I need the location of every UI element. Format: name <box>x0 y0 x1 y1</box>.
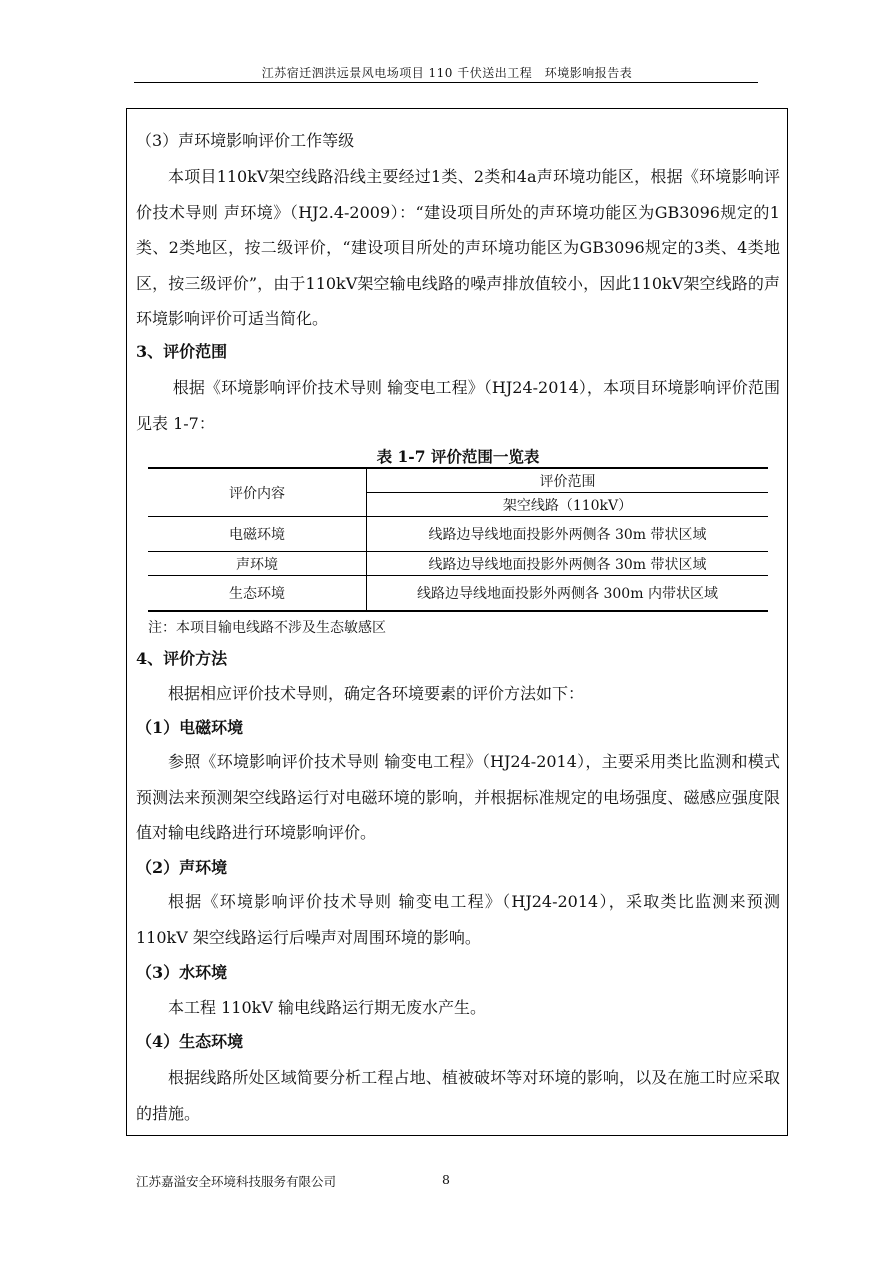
method-heading: 4、评价方法 <box>136 649 228 668</box>
table-header-scope: 评价范围 <box>367 468 769 493</box>
table-row <box>148 552 768 576</box>
water-heading: （3）水环境 <box>136 963 228 982</box>
sound-level-heading: （3）声环境影响评价工作等级 <box>136 131 355 150</box>
table-cell-scope: 线路边导线地面投影外两侧各 30m 带状区域 <box>367 552 769 576</box>
table-cell-item: 生态环境 <box>148 576 367 612</box>
table-note: 注：本项目输电线路不涉及生态敏感区 <box>148 620 386 636</box>
em-paragraph: 参照《环境影响评价技术导则 输变电工程》（HJ24-2014），主要采用类比监测和模式预测法来预测架空线路运行对电磁环境的影响，并根据标准规定的电场强度、磁感应强度限值对输电线路进行环境影响评价。 <box>136 752 780 842</box>
table-cell-item: 声环境 <box>148 552 367 576</box>
sound-paragraph: 根据《环境影响评价技术导则 输变电工程》（HJ24-2014），采取类比监测来预测 110kV 架空线路运行后噪声对周围环境的影响。 <box>136 892 780 947</box>
table-header-row <box>148 468 768 493</box>
table-cell-item: 电磁环境 <box>148 517 367 552</box>
table-header-item: 评价内容 <box>148 468 367 517</box>
method-intro: 根据相应评价技术导则，确定各环境要素的评价方法如下： <box>168 684 585 703</box>
sound-heading: （2）声环境 <box>136 858 228 877</box>
water-paragraph: 本工程 110kV 输电线路运行期无废水产生。 <box>168 998 486 1017</box>
table-row <box>148 576 768 612</box>
scope-heading: 3、评价范围 <box>136 342 228 361</box>
em-heading: （1）电磁环境 <box>136 718 244 737</box>
sound-level-paragraph: 本项目110kV架空线路沿线主要经过1类、2类和4a声环境功能区，根据《环境影响评价技术导则 声环境》（HJ2.4-2009）：“建设项目所处的声环境功能区为GB3096规定的1类、2类地区，按二级评价，“建设项目所处的声环境功能区为GB3096规定的3类、4类地区，按三级评价”，由于110kV架空输电线路的噪声排放值较小，因此110kV架空线路的声环境影响评价可适当简化。 <box>136 167 780 328</box>
table-cell-scope: 线路边导线地面投影外两侧各 300m 内带状区域 <box>367 576 769 612</box>
header-rule <box>134 82 758 83</box>
eco-paragraph: 根据线路所处区域简要分析工程占地、植被破坏等对环境的影响，以及在施工时应采取的措施。 <box>136 1068 780 1123</box>
page-number: 8 <box>442 1172 450 1187</box>
page-header-title: 江苏宿迁泗洪远景风电场项目 110 千伏送出工程 环境影响报告表 <box>261 66 633 80</box>
table-caption: 表 1-7 评价范围一览表 <box>376 447 540 466</box>
eco-heading: （4）生态环境 <box>136 1032 244 1051</box>
footer-company: 江苏嘉溢安全环境科技服务有限公司 <box>136 1174 337 1189</box>
scope-paragraph: 根据《环境影响评价技术导则 输变电工程》（HJ24-2014），本项目环境影响评价范围见表 1-7： <box>136 378 780 433</box>
table-row <box>148 517 768 552</box>
scope-table <box>148 467 768 612</box>
table-subheader-scope: 架空线路（110kV） <box>367 493 769 517</box>
table-cell-scope: 线路边导线地面投影外两侧各 30m 带状区域 <box>367 517 769 552</box>
